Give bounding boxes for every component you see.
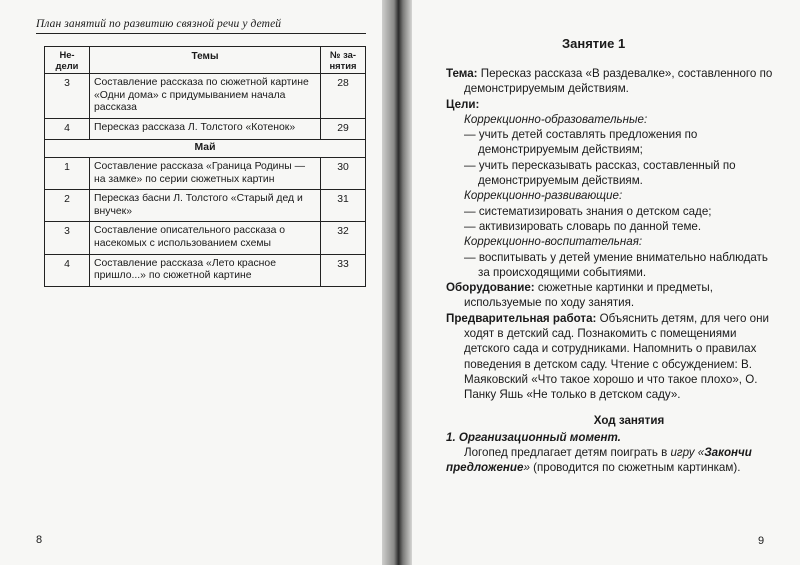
theme-paragraph bbox=[446, 66, 782, 97]
goal-item: — учить пересказывать рассказ, составленный по демонстрируемым действиям. bbox=[464, 158, 736, 188]
table-row bbox=[45, 118, 366, 140]
preliminary-work-label: Предварительная работа: bbox=[446, 311, 597, 325]
row-topic: Пересказ рассказа Л. Толстого «Котенок» bbox=[90, 118, 321, 140]
running-head: План занятий по развитию связной речи у детей bbox=[36, 18, 366, 34]
left-page bbox=[0, 0, 382, 565]
table-row bbox=[45, 190, 366, 222]
table-row bbox=[45, 74, 366, 119]
goal-item: — воспитывать у детей умение внимательно наблюдать за происходящими событиями. bbox=[464, 250, 768, 279]
table-row bbox=[45, 157, 366, 189]
goal-item-text: систематизировать знания о детском саде; bbox=[478, 204, 712, 218]
correctional-educational-label: Коррекционно-образовательные: bbox=[464, 112, 648, 126]
preliminary-work-text: Объяснить детям, для чего они ходят в детский сад. Познакомить с помещениями детского сада и сотрудниками. Напомнить о правилах поведения в детском саду. Чтение с обсуждением: В. Маяковский «Что такое хорошо и что такое плохо», О. Панку Яшь «Не только в детском саду». bbox=[464, 311, 769, 402]
goals-label: Цели: bbox=[446, 97, 480, 111]
row-page: 30 bbox=[321, 157, 366, 189]
row-week: 2 bbox=[45, 190, 90, 222]
row-topic: Составление рассказа по сюжетной картине «Одни дома» с придумыванием начала рассказа bbox=[90, 74, 321, 119]
header-weeks: Не- дели bbox=[45, 47, 90, 74]
row-topic: Пересказ басни Л. Толстого «Старый дед и внучек» bbox=[90, 190, 321, 222]
equipment-label: Оборудование: bbox=[446, 281, 535, 295]
lesson-plan-table bbox=[44, 46, 366, 287]
goal-item: — систематизировать знания о детском саде; bbox=[464, 204, 712, 218]
row-page: 31 bbox=[321, 190, 366, 222]
row-week: 3 bbox=[45, 222, 90, 254]
book-gutter bbox=[382, 0, 412, 565]
row-week: 1 bbox=[45, 157, 90, 189]
row-page: 28 bbox=[321, 74, 366, 119]
row-week: 3 bbox=[45, 74, 90, 119]
theme-text: Пересказ рассказа «В раздевалке», составленного по демонстрируемым действиям. bbox=[464, 67, 773, 96]
goal-item: — активизировать словарь по данной теме. bbox=[464, 219, 702, 233]
equipment-text: сюжетные картинки и предметы, используемые по ходу занятия. bbox=[464, 281, 713, 310]
row-topic: Составление рассказа «Лето красное пришло...» по сюжетной картине bbox=[90, 254, 321, 286]
header-lesson-number: № за- нятия bbox=[321, 47, 366, 74]
lesson-content bbox=[446, 66, 782, 476]
page-number-left: 8 bbox=[36, 534, 43, 546]
step-1-title: 1. Организационный момент. bbox=[446, 430, 621, 444]
row-topic: Составление рассказа «Граница Родины — на замке» по серии сюжетных картин bbox=[90, 157, 321, 189]
row-week: 4 bbox=[45, 118, 90, 140]
goal-item-text: учить пересказывать рассказ, составленный по демонстрируемым действиям. bbox=[478, 158, 736, 188]
row-page: 33 bbox=[321, 254, 366, 286]
correctional-developmental-label: Коррекционно-развивающие: bbox=[464, 189, 623, 203]
theme-label: Тема: bbox=[446, 67, 478, 80]
lesson-progress-title: Ход занятия bbox=[593, 413, 665, 427]
month-row bbox=[45, 140, 366, 158]
table-row bbox=[45, 254, 366, 286]
month-label: Май bbox=[45, 140, 366, 158]
header-topics: Темы bbox=[90, 47, 321, 74]
table-header-row bbox=[45, 47, 366, 74]
right-page bbox=[412, 0, 800, 565]
goal-item-text: учить детей составлять предложения по демонстрируемым действиям; bbox=[478, 128, 698, 157]
game-suffix: » bbox=[523, 461, 530, 475]
correctional-upbringing-label: Коррекционно-воспитательная: bbox=[464, 235, 643, 249]
goal-item-text: воспитывать у детей умение внимательно наблюдать за происходящими событиями. bbox=[478, 250, 768, 279]
table-row bbox=[45, 222, 366, 254]
row-page: 32 bbox=[321, 222, 366, 254]
preliminary-work-paragraph bbox=[446, 311, 782, 403]
step-1-text bbox=[446, 445, 782, 476]
row-week: 4 bbox=[45, 254, 90, 286]
game-name: Закончи предложение bbox=[446, 446, 752, 475]
step-1-text-end: (проводится по сюжетным картинкам). bbox=[529, 461, 741, 475]
row-page: 29 bbox=[321, 118, 366, 140]
goal-item-text: активизировать словарь по данной теме. bbox=[478, 219, 702, 233]
lesson-title: Занятие 1 bbox=[562, 36, 626, 51]
step-1-text-start: Логопед предлагает детям поиграть в bbox=[464, 446, 671, 460]
row-topic: Составление описательного рассказа о насекомых с использованием схемы bbox=[90, 222, 321, 254]
equipment-paragraph bbox=[446, 280, 782, 311]
goal-item: — учить детей составлять предложения по демонстрируемым действиям; bbox=[464, 128, 698, 157]
game-prefix: игру « bbox=[670, 446, 705, 460]
page-number-right: 9 bbox=[758, 535, 765, 547]
